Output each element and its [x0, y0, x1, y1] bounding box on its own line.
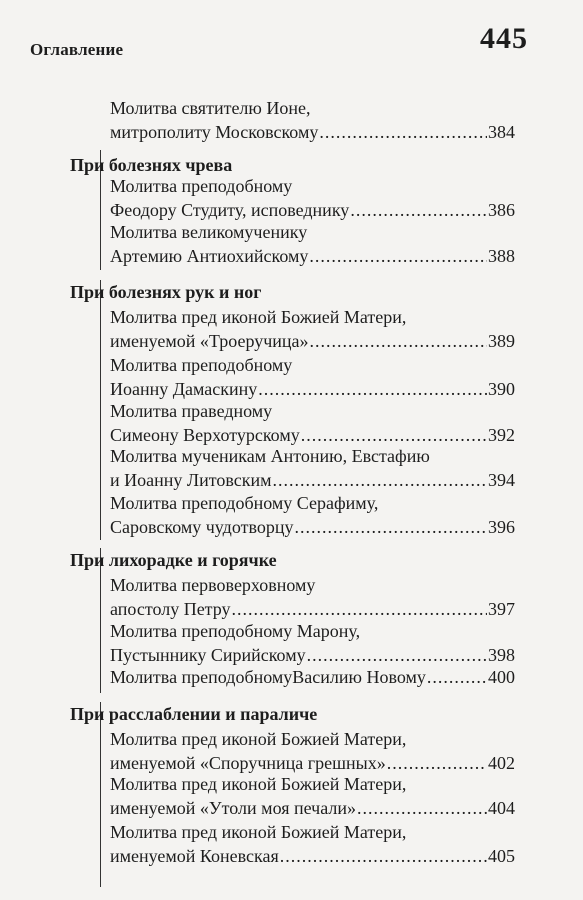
dot-leader	[427, 667, 487, 688]
dot-leader	[258, 379, 487, 400]
entry-title-line2: Иоанну Дамаскину	[110, 379, 258, 399]
dot-leader	[294, 517, 487, 538]
entry-title-line1: Молитва мученикам Антонию, Евстафию	[110, 446, 430, 466]
entry-title-line1: Молитва пред иконой Божией Матери,	[110, 307, 407, 327]
entry-title-line2: именуемой «Утоли моя печали»	[110, 798, 356, 818]
entry-page: 397	[488, 599, 515, 619]
section-bracket	[100, 280, 101, 540]
entry-title-line2: Молитва преподобномуВасилию Новому	[110, 667, 426, 687]
entry-title-line2: Пустыннику Сирийскому	[110, 645, 306, 665]
entry-page: 386	[488, 200, 515, 220]
section-title: При болезнях чрева	[70, 155, 233, 175]
entry-page: 400	[488, 667, 515, 687]
dot-leader	[301, 425, 487, 446]
entry-page: 396	[488, 517, 515, 537]
dot-leader	[280, 846, 487, 867]
dot-leader	[307, 645, 487, 666]
entry-title-line1: Молитва праведному	[110, 401, 273, 421]
section-title: При расслаблении и параличе	[70, 704, 318, 724]
entry-page: 389	[488, 331, 515, 351]
entry-page: 392	[488, 425, 515, 445]
entry-title-line1: Молитва преподобному Марону,	[110, 621, 361, 641]
entry-title-line1: Молитва пред иконой Божией Матери,	[110, 729, 407, 749]
entry-title-line1: Молитва великомученику	[110, 222, 308, 242]
entry-page: 390	[488, 379, 515, 399]
entry-page: 398	[488, 645, 515, 665]
entry-page: 404	[488, 798, 515, 818]
running-header: Оглавление	[30, 40, 124, 59]
section-title: При болезнях рук и ног	[70, 282, 262, 302]
dot-leader	[350, 200, 487, 221]
entry-title-line2: именуемой Коневская	[110, 846, 279, 866]
entry-title-line1: Молитва преподобному	[110, 176, 293, 196]
entry-page: 394	[488, 470, 515, 490]
dot-leader	[357, 798, 487, 819]
entry-title-line1: Молитва пред иконой Божией Матери,	[110, 774, 407, 794]
entry-page: 402	[488, 753, 515, 773]
entry-title-line1: Молитва первоверховному	[110, 575, 316, 595]
dot-leader	[273, 470, 487, 491]
entry-title-line2: митрополиту Московскому	[110, 122, 319, 142]
entry-title-line2: Саровскому чудотворцу	[110, 517, 294, 537]
entry-page: 388	[488, 246, 515, 266]
entry-title-line2: Симеону Верхотурскому	[110, 425, 300, 445]
entry-title-line2: именуемой «Троеручица»	[110, 331, 309, 351]
entry-page: 405	[488, 846, 515, 866]
entry-title-line2: Артемию Антиохийскому	[110, 246, 309, 266]
entry-title-line1: Молитва пред иконой Божией Матери,	[110, 822, 407, 842]
dot-leader	[319, 122, 487, 143]
entry-title-line1: Молитва преподобному	[110, 355, 293, 375]
dot-leader	[387, 753, 487, 774]
dot-leader	[310, 331, 487, 352]
entry-page: 384	[488, 122, 515, 142]
dot-leader	[232, 599, 487, 620]
section-bracket	[100, 702, 101, 887]
page-number: 445	[480, 22, 528, 55]
entry-title-line2: и Иоанну Литовским	[110, 470, 272, 490]
entry-title-line1: Молитва преподобному Серафиму,	[110, 493, 379, 513]
entry-title-line2: именуемой «Споручница грешных»	[110, 753, 386, 773]
entry-title-line2: Феодору Студиту, исповеднику	[110, 200, 350, 220]
entry-title-line1: Молитва святителю Ионе,	[110, 98, 311, 118]
section-title: При лихорадке и горячке	[70, 550, 277, 570]
entry-title-line2: апостолу Петру	[110, 599, 231, 619]
dot-leader	[309, 246, 487, 267]
